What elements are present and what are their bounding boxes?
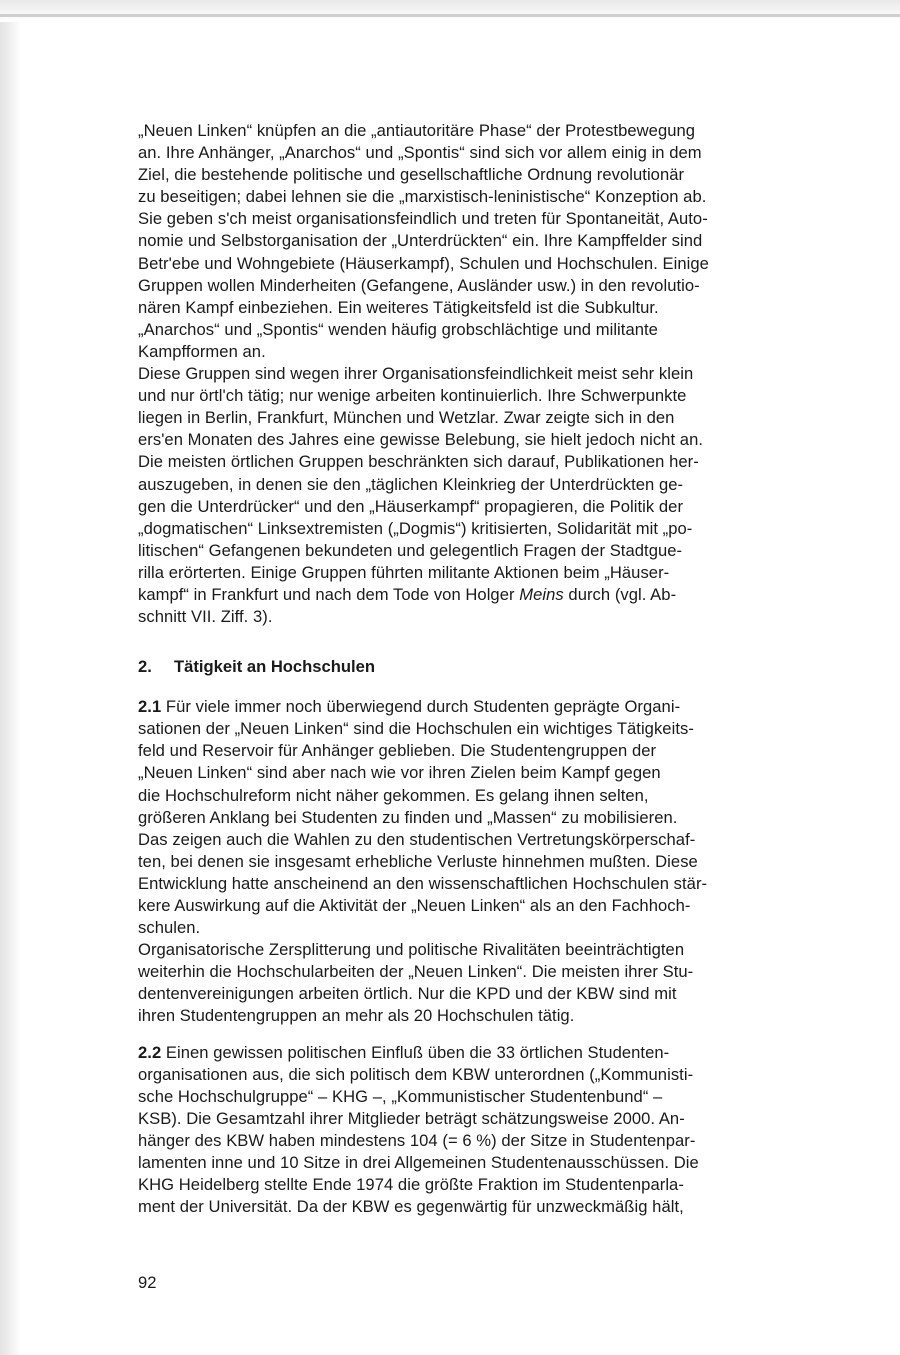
section-heading: [138, 656, 818, 678]
section-number: 2.: [138, 657, 152, 677]
subsection-2-2-number: 2.2: [138, 1042, 162, 1062]
scan-edge-top: [0, 0, 900, 22]
scan-edge-left: [0, 0, 20, 1355]
scan-edge-line: [0, 14, 900, 17]
intro-text-start: „Neuen Linken“ knüpfen an die „antiautoritäre Phase“ der Protestbewegung an. Ihre Anhänger, „Anarchos“ und „Spontis“ sind sich vor allem einig in dem Ziel, die bestehende politische und gesellschaftliche Ordnung revolutionär zu beseitigen; dabei lehnen sie die „marxistisch-leninistische“ Konzeption ab. Sie geben s'ch meist organisationsfeindlich und treten für Spontaneität, Auto- nomie und Selbstorganisation der „Unterdrückten“ ein. Ihre Kampffelder sind Betr'ebe und Wohngebiete (Häuserkampf), Schulen und Hochschulen. Einige Gruppen wollen Minderheiten (Gefangene, Ausländer usw.) in den revolutio- nären Kampf einbeziehen. Ein weiteres Tätigkeitsfeld ist die Subkultur. „Anarchos“ und „Spontis“ wenden häufig grobschlächtige und militante Kampfformen an. Diese Gruppen sind wegen ihrer Organisationsfeindlichkeit meist sehr klein und nur örtl'ch tätig; nur wenige arbeiten kontinuierlich. Ihre Schwerpunkte liegen in Berlin, Frankfurt, München und Wetzlar. Zwar zeigte sich in den ers'en Monaten des Jahres eine gewisse Belebung, sie hielt jedoch nicht an. Die meisten örtlichen Gruppen beschränkten sich darauf, Publikationen her- auszugeben, in denen sie den „täglichen Kleinkrieg der Unterdrückten ge- gen die Unterdrücker“ und den „Häuserkampf“ propagieren, die Politik der „dogmatischen“ Linksextremisten („Dogmis“) kritisierten, Solidarität mit „po- litischen“ Gefangenen bekundeten und gelegentlich Fragen der Stadtgue- rilla erörterten. Einige Gruppen führten militante Aktionen beim „Häuser- kampf“ in Frankfurt und nach dem Tode von Holger: [138, 121, 709, 604]
page-body: [138, 120, 818, 1232]
intro-italic-name: Meins: [519, 584, 564, 604]
intro-paragraph: [138, 120, 818, 628]
subsection-2-1-text: [138, 696, 818, 1027]
subsection-2-2-text: [138, 1042, 818, 1219]
subsection-2-1-number: 2.1: [138, 697, 162, 717]
subsection-2-2: [138, 1042, 818, 1219]
subsection-2-2-body: Einen gewissen politischen Einfluß üben die 33 örtlichen Studenten- organisationen aus, die sich politisch dem KBW unterordnen („Kommunisti- sche Hochschulgruppe“ – KHG –, „Kommunistischer Studentenbund“ – KSB). Die Gesamtzahl ihrer Mitglieder beträgt schätzungsweise 2000. An- hänger des KBW haben mindestens 104 (= 6 %) der Sitze in Studentenpar- lamenten inne und 10 Sitze in drei Allgemeinen Studentenausschüssen. Die KHG Heidelberg stellte Ende 1974 die größte Fraktion im Studentenparla- ment der Universität. Da der KBW es gegenwärtig für unzweckmäßig hält,: [138, 1042, 699, 1217]
page-number: 92: [138, 1273, 157, 1292]
subsection-2-1-body: Für viele immer noch überwiegend durch Studenten geprägte Organi- sationen der „Neuen Linken“ sind die Hochschulen ein wichtiges Tätigkeits- feld und Reservoir für Anhänger geblieben. Die Studentengruppen der „Neuen Linken“ sind aber nach wie vor ihren Zielen beim Kampf gegen die Hochschulreform nicht näher gekommen. Es gelang ihnen selten, größeren Anklang bei Studenten zu finden und „Massen“ zu mobilisieren. Das zeigen auch die Wahlen zu den studentischen Vertretungskörperschaf- ten, bei denen sie insgesamt erhebliche Verluste hinnehmen mußten. Diese Entwicklung hatte anscheinend an den wissenschaftlichen Hochschulen stär- kere Auswirkung auf die Aktivität der „Neuen Linken“ als an den Fachhoch- schulen. Organisatorische Zersplitterung und politische Rivalitäten beeinträchtigten weiterhin die Hochschularbeiten der „Neuen Linken“. Die meisten ihrer Stu- dentenvereinigungen arbeiten örtlich. Nur die KPD und der KBW sind mit ihren Studentengruppen an mehr als 20 Hochschulen tätig.: [138, 697, 708, 1026]
section-title: Tätigkeit an Hochschulen: [174, 657, 376, 677]
intro-text-end: durch (vgl. Ab- schnitt VII. Ziff. 3).: [138, 584, 677, 627]
intro-text: [138, 120, 818, 628]
subsection-2-1: [138, 696, 818, 1027]
